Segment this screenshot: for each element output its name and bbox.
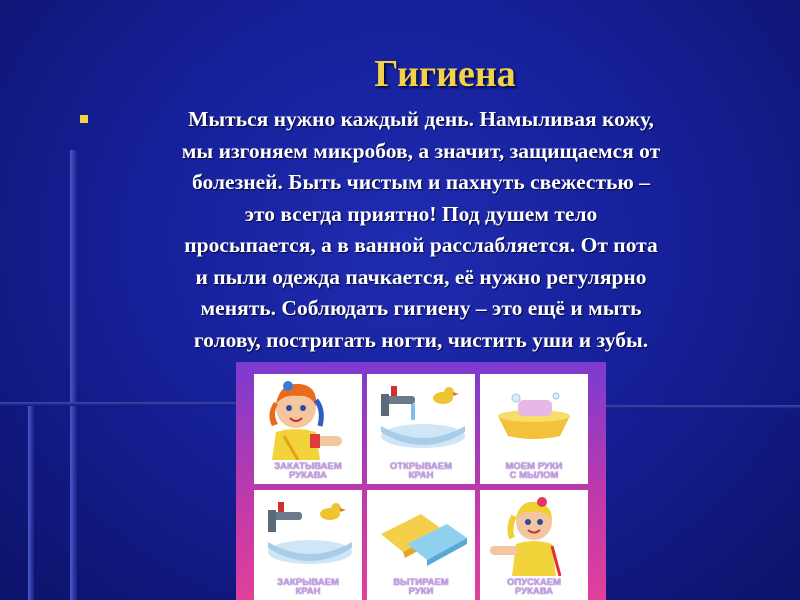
paragraph-line: это всегда приятно! Под душем тело [244,201,598,226]
step-caption-line2: КРАН [295,586,321,597]
towels-icon [367,490,475,576]
paragraph-line: болезней. Быть чистым и пахнуть свежестью – [192,170,650,194]
paragraph-line: мы изгоняем микробов, а значит, защищаемся от [181,138,661,163]
step-caption-line2: С МЫЛОМ [509,470,559,481]
decorative-horizontal-line [600,405,800,409]
decorative-vertical-line [70,150,77,600]
close-tap-icon [254,490,362,576]
step-card [367,374,475,484]
step-card [254,374,362,484]
open-tap-icon [367,374,475,460]
slide-title: Гигиена [374,53,516,95]
step-caption-line1: ОТКРЫВАЕМ [389,461,453,472]
step-caption-line1: МОЕМ РУКИ [505,461,563,472]
step-caption [254,578,362,596]
decorative-horizontal-line [0,402,240,406]
decorative-vertical-line [28,405,34,600]
step-caption-line2: РУКИ [408,586,434,597]
paragraph-line: Мыться нужно каждый день. Намыливая кожу, [188,107,654,131]
girl-lowering-sleeves-icon [480,490,588,576]
girl-rolling-sleeves-icon [254,374,362,460]
step-card [480,490,588,600]
step-caption [480,578,588,596]
step-caption-line1: ОПУСКАЕМ [507,577,561,588]
step-caption-line1: ЗАКРЫВАЕМ [277,577,339,588]
paragraph-line: и пыли одежда пачкается, её нужно регулярно [195,264,647,289]
step-caption [367,578,475,596]
bullet-icon [80,115,88,123]
slide-paragraph [96,104,746,356]
step-caption-line2: РУКАВА [288,470,328,481]
paragraph-line: менять. Соблюдать гигиену – это ещё и мыть [200,296,642,320]
steps-grid [254,374,588,600]
step-card [367,490,475,600]
step-card [254,490,362,600]
step-caption-line2: КРАН [408,470,434,481]
soap-dish-icon [480,374,588,460]
step-card [480,374,588,484]
paragraph-line: просыпается, а в ванной расслабляется. От пота [184,233,658,257]
handwashing-steps-picture [236,362,606,600]
step-caption [254,462,362,480]
step-caption-line2: РУКАВА [514,586,554,597]
paragraph-line: голову, постригать ногти, чистить уши и зубы. [193,327,649,352]
step-caption-line1: ЗАКАТЫВАЕМ [274,461,342,472]
step-caption [480,462,588,480]
step-caption-line1: ВЫТИРАЕМ [393,577,449,588]
step-caption [367,462,475,480]
